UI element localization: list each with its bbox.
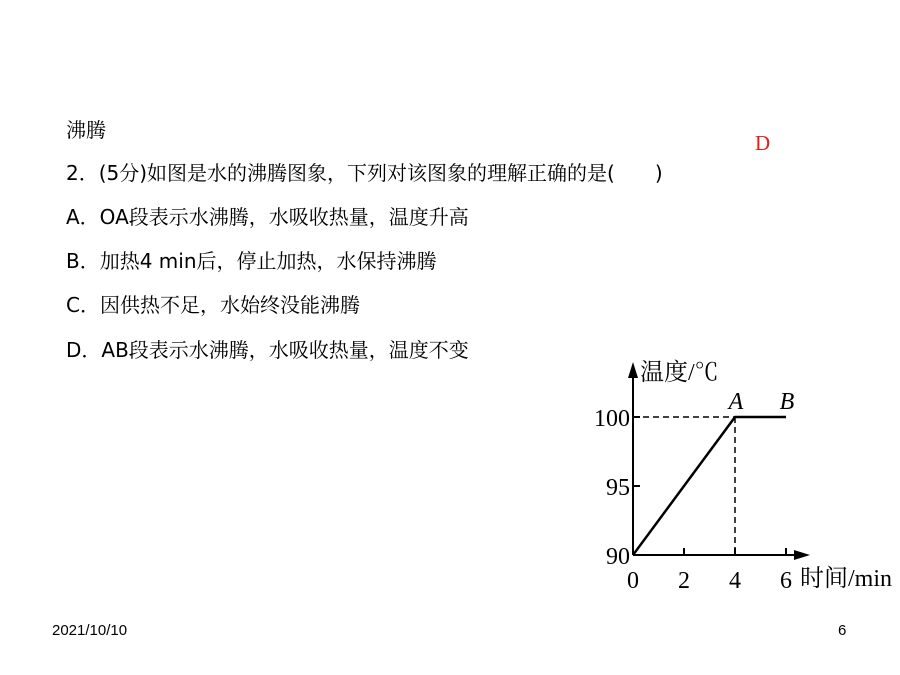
x-tick-label: 4 <box>729 568 741 594</box>
temperature-line <box>633 417 786 555</box>
point-label-b: B <box>779 389 795 415</box>
option-c: C．因供热不足，水始终没能沸腾 <box>66 293 360 317</box>
section-heading: 沸腾 <box>66 118 106 142</box>
option-b: B．加热4 min后，停止加热，水保持沸腾 <box>66 249 437 273</box>
y-tick-label: 95 <box>606 475 630 501</box>
y-tick-label: 90 <box>606 544 630 570</box>
option-a: A．OA段表示水沸腾，水吸收热量，温度升高 <box>66 205 469 229</box>
point-label-a: A <box>728 389 744 415</box>
x-axis-title: 时间/min <box>800 566 893 592</box>
y-tick-label: 100 <box>594 406 630 432</box>
x-tick-label: 6 <box>780 568 792 594</box>
page-number: 6 <box>838 622 847 639</box>
x-tick-label: 0 <box>627 568 639 594</box>
option-d: D．AB段表示水沸腾，水吸收热量，温度不变 <box>66 338 469 362</box>
y-axis-arrow <box>628 362 638 378</box>
footer-date: 2021/10/10 <box>52 622 128 639</box>
question-text: 2．(5分)如图是水的沸腾图象，下列对该图象的理解正确的是( ) <box>66 161 663 185</box>
x-tick-label: 2 <box>678 568 690 594</box>
answer-mark: D <box>755 131 771 155</box>
x-axis-arrow <box>794 550 810 560</box>
y-axis-title: 温度/℃ <box>640 360 719 386</box>
